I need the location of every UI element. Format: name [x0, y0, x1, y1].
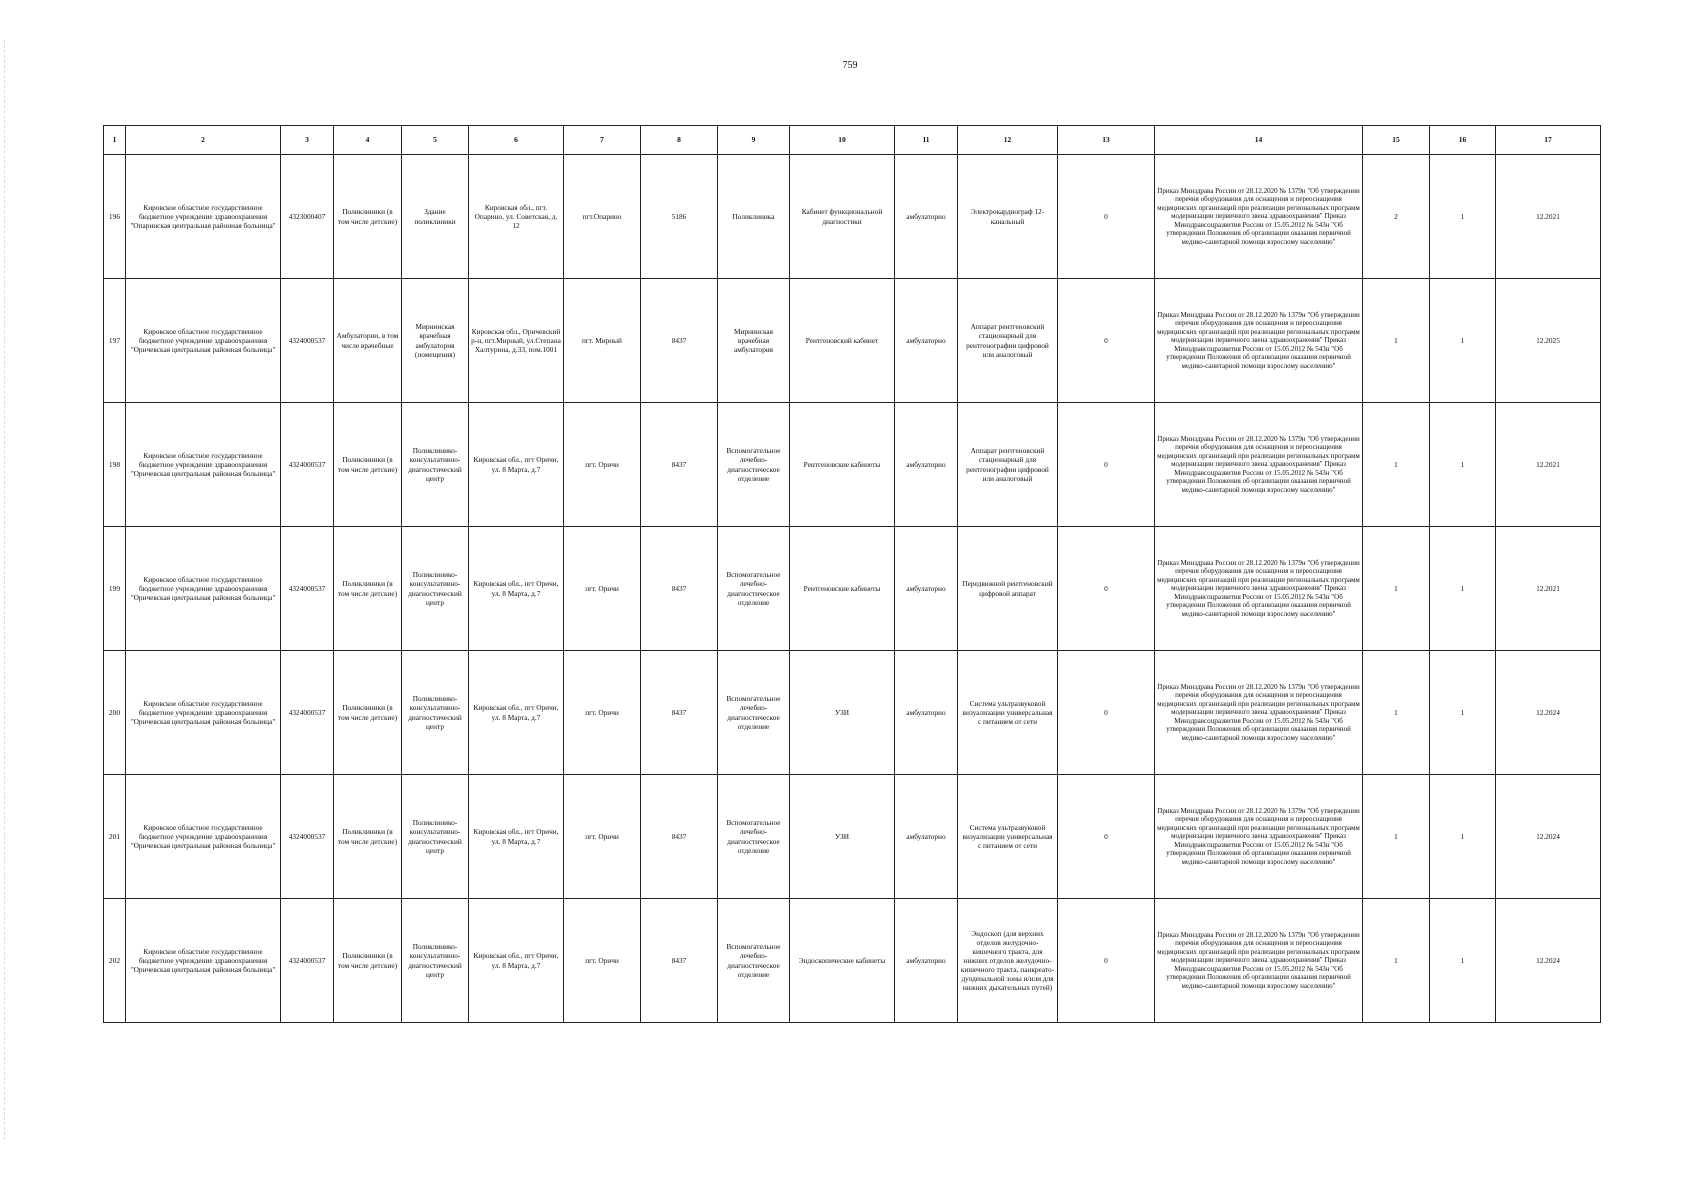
column-header-13: 13: [1058, 126, 1155, 155]
cell-settlement: пгт. Оричи: [564, 775, 641, 899]
column-header-9: 9: [718, 126, 790, 155]
cell-building: Поликлинико-консультативно-диагностический центр: [402, 403, 469, 527]
cell-address: Кировская обл., пгт Оричи, ул. 8 Марта, д.7: [469, 899, 564, 1023]
column-header-16: 16: [1430, 126, 1496, 155]
column-header-2: 2: [126, 126, 281, 155]
table-row: [104, 527, 1601, 651]
cell-deadline: 12.2021: [1496, 403, 1601, 527]
cell-deadline: 12.2024: [1496, 775, 1601, 899]
cell-facility-type: Поликлиники (в том числе детские): [334, 403, 402, 527]
cell-organization-name: Кировское областное государственное бюджетное учреждение здравоохранения "Оричевская центральная районная больница": [126, 899, 281, 1023]
cell-quantity-needed: 1: [1363, 279, 1430, 403]
cell-quantity-needed: 1: [1363, 403, 1430, 527]
table-row: [104, 279, 1601, 403]
column-header-17: 17: [1496, 126, 1601, 155]
cell-code: 5186: [641, 155, 718, 279]
cell-facility-type: Поликлиники (в том числе детские): [334, 899, 402, 1023]
cell-facility-type: Амбулатории, в том числе врачебные: [334, 279, 402, 403]
cell-building: Поликлинико-консультативно-диагностический центр: [402, 775, 469, 899]
cell-address: Кировская обл., пгт Оричи, ул. 8 Марта, д.7: [469, 527, 564, 651]
cell-equipment: Аппарат рентгеновский стационарный для рентгенографии цифровой или аналоговый: [958, 403, 1058, 527]
cell-inn: 4324000537: [281, 527, 334, 651]
cell-department: Вспомогательное лечебно-диагностическое отделение: [718, 899, 790, 1023]
cell-quantity-needed: 1: [1363, 775, 1430, 899]
cell-quantity-existing: 0: [1058, 279, 1155, 403]
cell-quantity-planned: 1: [1430, 899, 1496, 1023]
cell-quantity-needed: 2: [1363, 155, 1430, 279]
cell-settlement: пгт. Мирный: [564, 279, 641, 403]
cell-legal-basis: Приказ Минздрава России от 28.12.2020 № 1379н "Об утверждении перечня оборудования для оснащения и переоснащения медицинских организаций при реализации региональных программ модернизации первичного звена здравоохранения" Приказ Минздравсоцразвития России от 15.05.2012 № 543н "Об утверждении Положения об организации оказания первичной медико-санитарной помощи взрослому населению": [1155, 155, 1363, 279]
column-header-7: 7: [564, 126, 641, 155]
cell-inn: 4323000407: [281, 155, 334, 279]
cell-organization-name: Кировское областное государственное бюджетное учреждение здравоохранения "Оричевская центральная районная больница": [126, 403, 281, 527]
cell-cabinet: УЗИ: [790, 775, 895, 899]
cell-care-form: амбулаторно: [895, 155, 958, 279]
cell-quantity-existing: 0: [1058, 527, 1155, 651]
cell-building: Поликлинико-консультативно-диагностический центр: [402, 527, 469, 651]
table-row: [104, 403, 1601, 527]
cell-row-number: 196: [104, 155, 126, 279]
table-row: [104, 775, 1601, 899]
cell-cabinet: Рентгеновский кабинет: [790, 279, 895, 403]
table-row: [104, 899, 1601, 1023]
cell-care-form: амбулаторно: [895, 899, 958, 1023]
cell-deadline: 12.2024: [1496, 899, 1601, 1023]
table-body: [104, 155, 1601, 1023]
cell-equipment: Передвижной рентгеновский цифровой аппарат: [958, 527, 1058, 651]
cell-code: 8437: [641, 651, 718, 775]
cell-settlement: пгт. Оричи: [564, 651, 641, 775]
cell-care-form: амбулаторно: [895, 279, 958, 403]
cell-legal-basis: Приказ Минздрава России от 28.12.2020 № 1379н "Об утверждении перечня оборудования для оснащения и переоснащения медицинских организаций при реализации региональных программ модернизации первичного звена здравоохранения" Приказ Минздравсоцразвития России от 15.05.2012 № 543н "Об утверждении Положения об организации оказания первичной медико-санитарной помощи взрослому населению": [1155, 403, 1363, 527]
cell-cabinet: Рентгеновские кабинеты: [790, 403, 895, 527]
cell-organization-name: Кировское областное государственное бюджетное учреждение здравоохранения "Опаринская центральная районная больница": [126, 155, 281, 279]
cell-inn: 4324000537: [281, 403, 334, 527]
cell-care-form: амбулаторно: [895, 651, 958, 775]
cell-settlement: пгт. Оричи: [564, 403, 641, 527]
column-header-12: 12: [958, 126, 1058, 155]
cell-facility-type: Поликлиники (в том числе детские): [334, 651, 402, 775]
column-header-4: 4: [334, 126, 402, 155]
cell-organization-name: Кировское областное государственное бюджетное учреждение здравоохранения "Оричевская центральная районная больница": [126, 775, 281, 899]
column-header-14: 14: [1155, 126, 1363, 155]
cell-building: Мирнинская врачебная амбулатория (помещения): [402, 279, 469, 403]
column-header-11: 11: [895, 126, 958, 155]
cell-row-number: 201: [104, 775, 126, 899]
cell-quantity-needed: 1: [1363, 527, 1430, 651]
cell-cabinet: Эндоскопические кабинеты: [790, 899, 895, 1023]
cell-deadline: 12.2021: [1496, 527, 1601, 651]
cell-row-number: 198: [104, 403, 126, 527]
column-header-10: 10: [790, 126, 895, 155]
cell-building: Поликлинико-консультативно-диагностический центр: [402, 899, 469, 1023]
cell-legal-basis: Приказ Минздрава России от 28.12.2020 № 1379н "Об утверждении перечня оборудования для оснащения и переоснащения медицинских организаций при реализации региональных программ модернизации первичного звена здравоохранения" Приказ Минздравсоцразвития России от 15.05.2012 № 543н "Об утверждении Положения об организации оказания первичной медико-санитарной помощи взрослому населению": [1155, 775, 1363, 899]
cell-quantity-planned: 1: [1430, 527, 1496, 651]
cell-deadline: 12.2021: [1496, 155, 1601, 279]
cell-inn: 4324000537: [281, 651, 334, 775]
cell-equipment: Аппарат рентгеновский стационарный для рентгенографии цифровой или аналоговый: [958, 279, 1058, 403]
cell-address: Кировская обл., пгт Оричи, ул. 8 Марта, д.7: [469, 651, 564, 775]
cell-row-number: 199: [104, 527, 126, 651]
cell-inn: 4324000537: [281, 279, 334, 403]
cell-cabinet: Рентгеновские кабинеты: [790, 527, 895, 651]
cell-equipment: Электрокардиограф 12-канальный: [958, 155, 1058, 279]
cell-code: 8437: [641, 775, 718, 899]
cell-quantity-planned: 1: [1430, 775, 1496, 899]
cell-quantity-existing: 0: [1058, 651, 1155, 775]
cell-quantity-existing: 0: [1058, 899, 1155, 1023]
cell-code: 8437: [641, 403, 718, 527]
cell-legal-basis: Приказ Минздрава России от 28.12.2020 № 1379н "Об утверждении перечня оборудования для оснащения и переоснащения медицинских организаций при реализации региональных программ модернизации первичного звена здравоохранения" Приказ Минздравсоцразвития России от 15.05.2012 № 543н "Об утверждении Положения об организации оказания первичной медико-санитарной помощи взрослому населению": [1155, 651, 1363, 775]
cell-code: 8437: [641, 279, 718, 403]
cell-cabinet: УЗИ: [790, 651, 895, 775]
cell-inn: 4324000537: [281, 899, 334, 1023]
cell-department: Вспомогательное лечебно-диагностическое отделение: [718, 775, 790, 899]
cell-building: Здание поликлиники: [402, 155, 469, 279]
cell-facility-type: Поликлиники (в том числе детские): [334, 527, 402, 651]
cell-department: Вспомогательное лечебно-диагностическое отделение: [718, 527, 790, 651]
cell-deadline: 12.2024: [1496, 651, 1601, 775]
cell-legal-basis: Приказ Минздрава России от 28.12.2020 № 1379н "Об утверждении перечня оборудования для оснащения и переоснащения медицинских организаций при реализации региональных программ модернизации первичного звена здравоохранения" Приказ Минздравсоцразвития России от 15.05.2012 № 543н "Об утверждении Положения об организации оказания первичной медико-санитарной помощи взрослому населению": [1155, 527, 1363, 651]
cell-deadline: 12.2025: [1496, 279, 1601, 403]
cell-legal-basis: Приказ Минздрава России от 28.12.2020 № 1379н "Об утверждении перечня оборудования для оснащения и переоснащения медицинских организаций при реализации региональных программ модернизации первичного звена здравоохранения" Приказ Минздравсоцразвития России от 15.05.2012 № 543н "Об утверждении Положения об организации оказания первичной медико-санитарной помощи взрослому населению": [1155, 279, 1363, 403]
cell-quantity-existing: 0: [1058, 155, 1155, 279]
equipment-table: [103, 125, 1601, 1023]
cell-care-form: амбулаторно: [895, 775, 958, 899]
table-row: [104, 155, 1601, 279]
cell-organization-name: Кировское областное государственное бюджетное учреждение здравоохранения "Оричевская центральная районная больница": [126, 527, 281, 651]
cell-settlement: пгт.Опарино: [564, 155, 641, 279]
cell-settlement: пгт. Оричи: [564, 899, 641, 1023]
cell-settlement: пгт. Оричи: [564, 527, 641, 651]
page-number: 759: [842, 60, 858, 71]
cell-care-form: амбулаторно: [895, 403, 958, 527]
cell-care-form: амбулаторно: [895, 527, 958, 651]
cell-department: Вспомогательное лечебно-диагностическое отделение: [718, 403, 790, 527]
table-row: [104, 651, 1601, 775]
cell-equipment: Система ультразвуковой визуализации универсальная с питанием от сети: [958, 651, 1058, 775]
cell-inn: 4324000537: [281, 775, 334, 899]
table-header-row: [104, 126, 1601, 155]
cell-row-number: 200: [104, 651, 126, 775]
cell-legal-basis: Приказ Минздрава России от 28.12.2020 № 1379н "Об утверждении перечня оборудования для оснащения и переоснащения медицинских организаций при реализации региональных программ модернизации первичного звена здравоохранения" Приказ Минздравсоцразвития России от 15.05.2012 № 543н "Об утверждении Положения об организации оказания первичной медико-санитарной помощи взрослому населению": [1155, 899, 1363, 1023]
cell-department: Вспомогательное лечебно-диагностическое отделение: [718, 651, 790, 775]
cell-code: 8437: [641, 899, 718, 1023]
cell-quantity-existing: 0: [1058, 403, 1155, 527]
cell-quantity-needed: 1: [1363, 651, 1430, 775]
cell-quantity-needed: 1: [1363, 899, 1430, 1023]
column-header-8: 8: [641, 126, 718, 155]
cell-address: Кировская обл., Оричевский р-н, пгт.Мирный, ул.Степана Халтурина, д.33, пом.1001: [469, 279, 564, 403]
cell-quantity-planned: 1: [1430, 651, 1496, 775]
cell-address: Кировская обл., пгт. Опарино, ул. Советская, д. 12: [469, 155, 564, 279]
cell-address: Кировская обл., пгт Оричи, ул. 8 Марта, д.7: [469, 775, 564, 899]
column-header-6: 6: [469, 126, 564, 155]
column-header-15: 15: [1363, 126, 1430, 155]
column-header-5: 5: [402, 126, 469, 155]
cell-address: Кировская обл., пгт Оричи, ул. 8 Марта, д.7: [469, 403, 564, 527]
scan-edge-mark: [4, 40, 6, 1140]
cell-quantity-planned: 1: [1430, 279, 1496, 403]
cell-facility-type: Поликлиники (в том числе детские): [334, 775, 402, 899]
column-header-1: 1: [104, 126, 126, 155]
cell-department: Мирнинская врачебная амбулатория: [718, 279, 790, 403]
cell-quantity-existing: 0: [1058, 775, 1155, 899]
cell-organization-name: Кировское областное государственное бюджетное учреждение здравоохранения "Оричевская центральная районная больница": [126, 279, 281, 403]
cell-quantity-planned: 1: [1430, 403, 1496, 527]
cell-equipment: Система ультразвуковой визуализации универсальная с питанием от сети: [958, 775, 1058, 899]
cell-building: Поликлинико-консультативно-диагностический центр: [402, 651, 469, 775]
cell-cabinet: Кабинет функциональной диагностики: [790, 155, 895, 279]
cell-organization-name: Кировское областное государственное бюджетное учреждение здравоохранения "Оричевская центральная районная больница": [126, 651, 281, 775]
cell-code: 8437: [641, 527, 718, 651]
cell-row-number: 197: [104, 279, 126, 403]
cell-row-number: 202: [104, 899, 126, 1023]
cell-facility-type: Поликлиники (в том числе детские): [334, 155, 402, 279]
cell-quantity-planned: 1: [1430, 155, 1496, 279]
cell-department: Поликлиника: [718, 155, 790, 279]
cell-equipment: Эндоскоп (для верхних отделов желудочно-кишечного тракта, для нижних отделов желудочно-кишечного тракта, панкреато-дуоденальной зоны и/или для нижних дыхательных путей): [958, 899, 1058, 1023]
column-header-3: 3: [281, 126, 334, 155]
